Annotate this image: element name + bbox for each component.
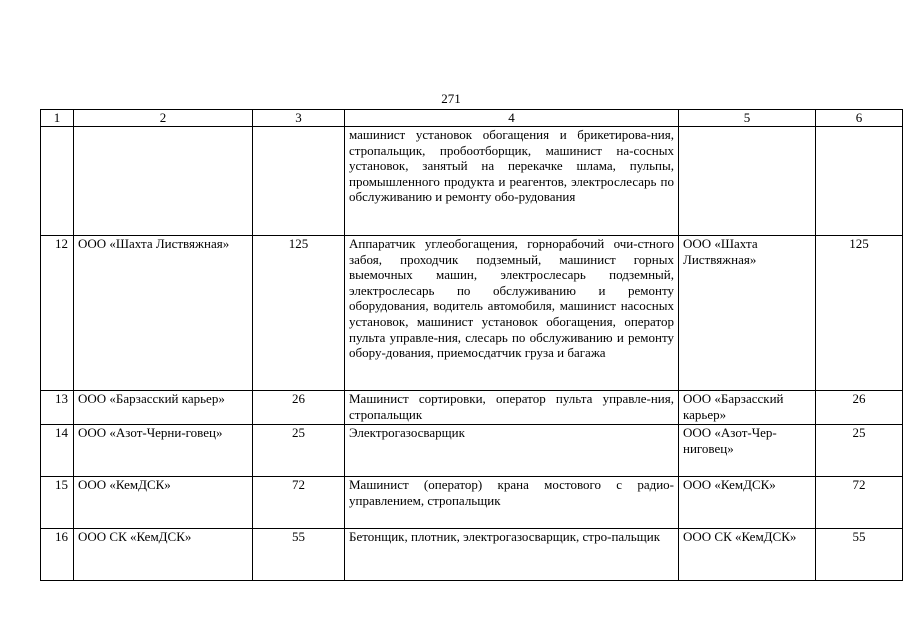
row-number: 14 xyxy=(41,425,74,477)
organization-name: ООО «КемДСК» xyxy=(74,477,253,529)
quantity-2: 25 xyxy=(816,425,903,477)
professions-list: Машинист (оператор) крана мостового с радио-управлением, стропальщик xyxy=(345,477,679,529)
organization-name-2: ООО «Азот-Чер-ниговец» xyxy=(679,425,816,477)
column-header-6: 6 xyxy=(816,110,903,127)
quantity xyxy=(253,127,345,236)
table-row xyxy=(41,477,903,529)
table-header-row xyxy=(41,110,903,127)
column-header-2: 2 xyxy=(74,110,253,127)
organization-name-2: ООО «Шахта Листвяжная» xyxy=(679,236,816,391)
column-header-4: 4 xyxy=(345,110,679,127)
table-row xyxy=(41,425,903,477)
organization-name xyxy=(74,127,253,236)
quantity: 125 xyxy=(253,236,345,391)
table-row xyxy=(41,391,903,425)
professions-list: машинист установок обогащения и брикетирова-ния, стропальщик, пробоотборщик, машинист на-сосных установок, занятый на перекачке шлама, пульпы, промышленного продукта и реагентов, электрослесарь по обслуживанию и ремонту обо-рудования xyxy=(345,127,679,236)
organization-name-2: ООО СК «КемДСК» xyxy=(679,529,816,581)
quantity-2: 72 xyxy=(816,477,903,529)
organization-name: ООО «Азот-Черни-говец» xyxy=(74,425,253,477)
quantity: 26 xyxy=(253,391,345,425)
column-header-3: 3 xyxy=(253,110,345,127)
table-row xyxy=(41,127,903,236)
organization-name: ООО «Барзасский карьер» xyxy=(74,391,253,425)
table-row xyxy=(41,529,903,581)
professions-list: Аппаратчик углеобогащения, горнорабочий очи-стного забоя, проходчик подземный, машинист горных выемочных машин, электрослесарь подземный, электрослесарь по обслуживанию и ремонту оборудования, водитель автомобиля, машинист насосных установок, машинист установок обогащения, оператор пульта управле-ния, слесарь по обслуживанию и ремонту обору-дования, приемосдатчик груза и багажа xyxy=(345,236,679,391)
quantity-2: 125 xyxy=(816,236,903,391)
quantity-2: 55 xyxy=(816,529,903,581)
column-header-1: 1 xyxy=(41,110,74,127)
row-number: 16 xyxy=(41,529,74,581)
row-number xyxy=(41,127,74,236)
table-row xyxy=(41,236,903,391)
row-number: 12 xyxy=(41,236,74,391)
professions-list: Бетонщик, плотник, электрогазосварщик, стро-пальщик xyxy=(345,529,679,581)
quantity: 55 xyxy=(253,529,345,581)
organization-name: ООО «Шахта Листвяжная» xyxy=(74,236,253,391)
row-number: 13 xyxy=(41,391,74,425)
quantity: 72 xyxy=(253,477,345,529)
row-number: 15 xyxy=(41,477,74,529)
organization-name-2 xyxy=(679,127,816,236)
organization-name-2: ООО «КемДСК» xyxy=(679,477,816,529)
page-number: 271 xyxy=(441,91,461,106)
organization-name: ООО СК «КемДСК» xyxy=(74,529,253,581)
data-table xyxy=(40,109,903,581)
quantity: 25 xyxy=(253,425,345,477)
quantity-2 xyxy=(816,127,903,236)
professions-list: Машинист сортировки, оператор пульта управле-ния, стропальщик xyxy=(345,391,679,425)
organization-name-2: ООО «Барзасский карьер» xyxy=(679,391,816,425)
professions-list: Электрогазосварщик xyxy=(345,425,679,477)
column-header-5: 5 xyxy=(679,110,816,127)
quantity-2: 26 xyxy=(816,391,903,425)
